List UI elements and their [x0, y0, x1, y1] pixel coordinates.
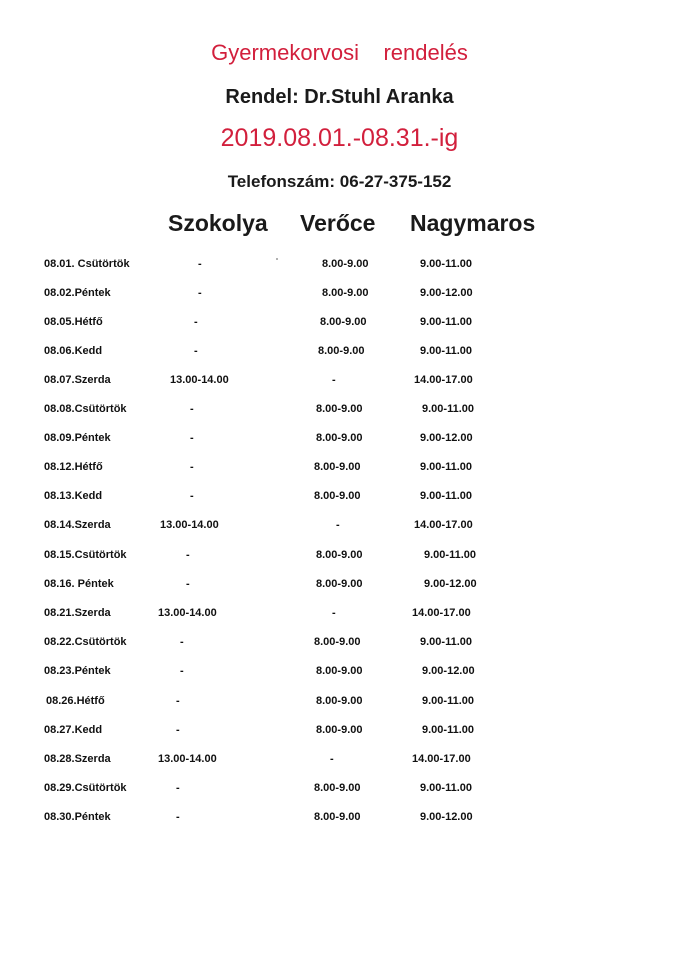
veroce-cell: 8.00-9.00 — [314, 636, 361, 648]
table-row — [0, 753, 679, 773]
day-cell: 08.30.Péntek — [44, 811, 111, 823]
veroce-cell: 8.00-9.00 — [314, 782, 361, 794]
table-row — [0, 258, 679, 278]
veroce-cell: 8.00-9.00 — [316, 695, 363, 707]
szokolya-cell: - — [190, 432, 194, 444]
day-cell: 08.01. Csütörtök — [44, 258, 130, 270]
nagymaros-cell: 9.00-11.00 — [422, 695, 474, 707]
veroce-cell: 8.00-9.00 — [316, 432, 363, 444]
phone-line: Telefonszám: 06-27-375-152 — [227, 172, 452, 191]
table-row — [0, 432, 679, 452]
szokolya-cell: - — [180, 665, 184, 677]
day-cell: 08.16. Péntek — [44, 578, 114, 590]
veroce-cell: 8.00-9.00 — [316, 578, 363, 590]
day-cell: 08.12.Hétfő — [44, 461, 103, 473]
table-row — [0, 695, 679, 715]
nagymaros-cell: 14.00-17.00 — [412, 753, 471, 765]
table-row — [0, 811, 679, 831]
szokolya-cell: 13.00-14.00 — [158, 607, 217, 619]
table-row — [0, 403, 679, 423]
nagymaros-cell: 14.00-17.00 — [412, 607, 471, 619]
szokolya-cell: - — [190, 490, 194, 502]
day-cell: 08.29.Csütörtök — [44, 782, 127, 794]
szokolya-cell: - — [198, 287, 202, 299]
szokolya-cell: - — [176, 782, 180, 794]
nagymaros-cell: 9.00-11.00 — [420, 461, 472, 473]
day-cell: 08.27.Kedd — [44, 724, 103, 736]
szokolya-cell: - — [198, 258, 202, 270]
nagymaros-cell: 9.00-11.00 — [424, 549, 476, 561]
szokolya-cell: - — [194, 345, 198, 357]
nagymaros-cell: 9.00-11.00 — [420, 490, 472, 502]
szokolya-cell: - — [176, 811, 180, 823]
day-cell: 08.14.Szerda — [44, 519, 111, 531]
veroce-cell: - — [332, 607, 336, 619]
veroce-cell: - — [336, 519, 340, 531]
day-cell: 08.23.Péntek — [44, 665, 111, 677]
nagymaros-cell: 9.00-11.00 — [420, 345, 472, 357]
nagymaros-cell: 9.00-11.00 — [422, 403, 474, 415]
veroce-cell: 8.00-9.00 — [318, 345, 365, 357]
table-row — [0, 519, 679, 539]
szokolya-cell: - — [176, 724, 180, 736]
day-cell: 08.13.Kedd — [44, 490, 103, 502]
table-row — [0, 490, 679, 510]
veroce-cell: 8.00-9.00 — [314, 490, 361, 502]
szokolya-cell: - — [186, 549, 190, 561]
nagymaros-cell: 9.00-11.00 — [420, 636, 472, 648]
szokolya-cell: 13.00-14.00 — [170, 374, 229, 386]
veroce-cell: 8.00-9.00 — [314, 811, 361, 823]
szokolya-cell: - — [176, 695, 180, 707]
day-cell: 08.05.Hétfő — [44, 316, 103, 328]
nagymaros-cell: 9.00-12.00 — [424, 578, 477, 590]
veroce-cell: 8.00-9.00 — [316, 403, 363, 415]
page-title: Gyermekorvosi rendelés — [211, 40, 468, 65]
day-cell: 08.08.Csütörtök — [44, 403, 127, 415]
veroce-cell: 8.00-9.00 — [320, 316, 367, 328]
table-row — [0, 665, 679, 685]
szokolya-cell: - — [190, 461, 194, 473]
szokolya-cell: 13.00-14.00 — [160, 519, 219, 531]
day-cell: 08.06.Kedd — [44, 345, 103, 357]
table-row — [0, 549, 679, 569]
szokolya-cell: - — [194, 316, 198, 328]
day-cell: 08.07.Szerda — [44, 374, 111, 386]
doctor-line: Rendel: Dr.Stuhl Aranka — [225, 86, 454, 108]
day-cell: 08.26.Hétfő — [46, 695, 105, 707]
table-row — [0, 345, 679, 365]
veroce-cell: 8.00-9.00 — [316, 665, 363, 677]
nagymaros-cell: 9.00-11.00 — [422, 724, 474, 736]
szokolya-cell: - — [186, 578, 190, 590]
table-row — [0, 636, 679, 656]
day-cell: 08.22.Csütörtök — [44, 636, 127, 648]
veroce-cell: 8.00-9.00 — [314, 461, 361, 473]
day-cell: 08.02.Péntek — [44, 287, 111, 299]
column-header-szokolya: Szokolya — [168, 210, 268, 236]
nagymaros-cell: 9.00-11.00 — [420, 258, 472, 270]
nagymaros-cell: 9.00-12.00 — [420, 811, 473, 823]
table-row — [0, 782, 679, 802]
nagymaros-cell: 9.00-12.00 — [422, 665, 475, 677]
column-header-veroce: Verőce — [300, 210, 376, 236]
veroce-cell: 8.00-9.00 — [322, 287, 369, 299]
nagymaros-cell: 14.00-17.00 — [414, 374, 473, 386]
szokolya-cell: - — [190, 403, 194, 415]
day-cell: 08.15.Csütörtök — [44, 549, 127, 561]
veroce-cell: 8.00-9.00 — [322, 258, 369, 270]
day-cell: 08.09.Péntek — [44, 432, 111, 444]
veroce-cell: 8.00-9.00 — [316, 549, 363, 561]
szokolya-cell: - — [180, 636, 184, 648]
day-cell: 08.28.Szerda — [44, 753, 111, 765]
table-row — [0, 578, 679, 598]
table-row — [0, 287, 679, 307]
nagymaros-cell: 9.00-12.00 — [420, 287, 473, 299]
veroce-cell: 8.00-9.00 — [316, 724, 363, 736]
nagymaros-cell: 14.00-17.00 — [414, 519, 473, 531]
period-line: 2019.08.01.-08.31.-ig — [220, 124, 459, 152]
table-row — [0, 461, 679, 481]
day-cell: 08.21.Szerda — [44, 607, 111, 619]
nagymaros-cell: 9.00-12.00 — [420, 432, 473, 444]
column-header-nagymaros: Nagymaros — [410, 210, 536, 236]
table-row — [0, 316, 679, 336]
szokolya-cell: 13.00-14.00 — [158, 753, 217, 765]
nagymaros-cell: 9.00-11.00 — [420, 782, 472, 794]
table-row — [0, 374, 679, 394]
table-row — [0, 724, 679, 744]
veroce-cell: - — [330, 753, 334, 765]
nagymaros-cell: 9.00-11.00 — [420, 316, 472, 328]
veroce-cell: - — [332, 374, 336, 386]
table-row — [0, 607, 679, 627]
